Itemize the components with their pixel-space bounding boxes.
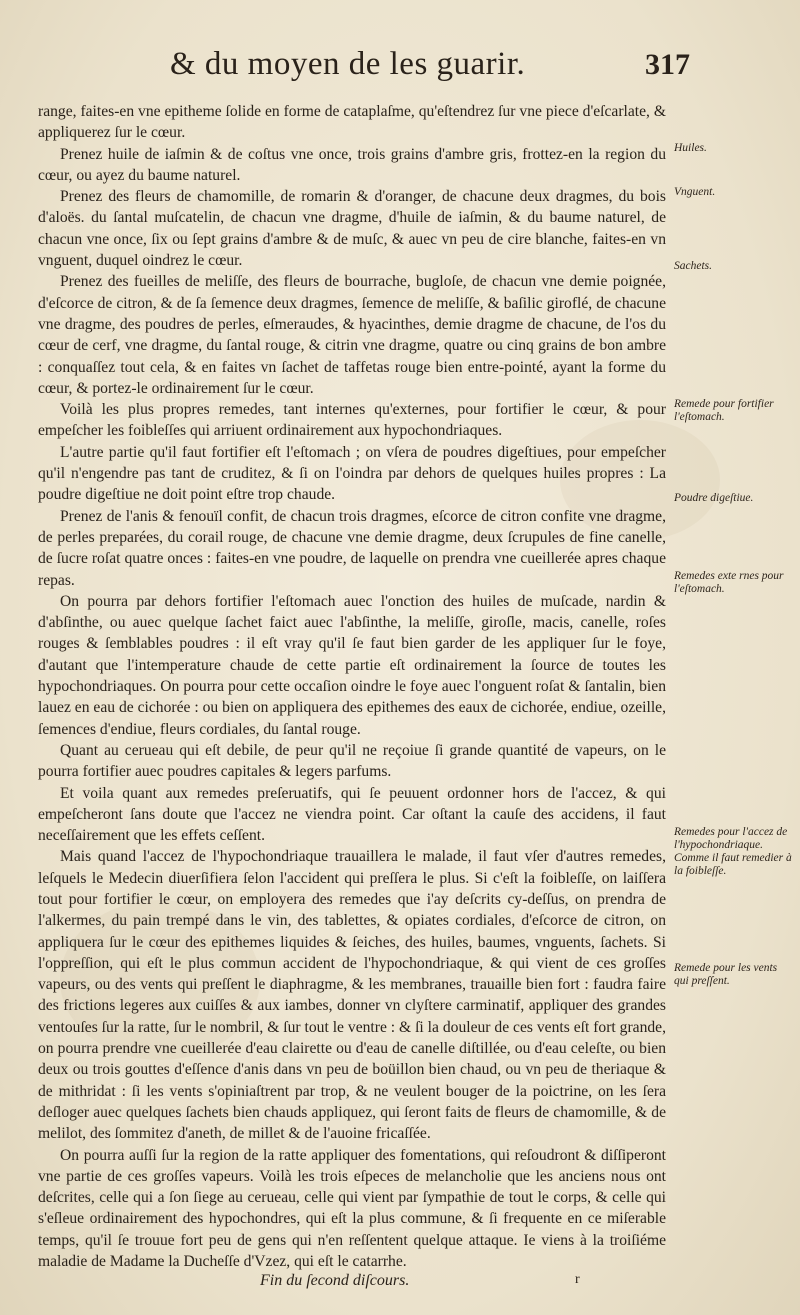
end-of-discourse: Fin du ſecond diſcours. — [260, 1272, 410, 1289]
margin-note-poudre — [674, 492, 792, 505]
paragraph: range, faites-en vne epitheme ſolide en forme de cataplaſme, qu'eſtendrez ſur vne piece d'eſcarlate, & appliquerez ſur le cœur. — [38, 103, 666, 142]
paragraph: Quant au cerueau qui eſt debile, de peur qu'il ne reçoiue ſi grande quantité de vapeurs, on le pourra fortifier auec poudres capitales & legers parfums. — [38, 741, 666, 781]
margin-note-huiles — [674, 142, 792, 155]
paragraph: Mais quand l'accez de l'hypochondriaque trauaillera le malade, il faut vſer d'autres remedes, leſquels le Medecin diuerſifiera ſelon l'accident qui preſſera le plus. Si c'eſt la foibleſſe, on laiſſera tout pour fortifier le cœur, on employera des remedes que i'ay deſcrits cy-deſſus, on prendra de l'alkermes, du pain trempé dans le vin, des tablettes, & opiates cordiales, d'eſcorce de citron, on appliquera ſur le cœur des epithemes liquides & ſeiches, des huiles, baumes, vnguents, ſachets. Si l'oppreſſion, qui eſt le plus commun accident de l'hypochondriaque, & qui vient de ces groſſes vapeurs, ou des vents qui preſſent le diaphragme, & les membranes, trauaille bien fort : faudra faire des frictions legeres aux cuiſſes & aux iambes, donner vn clyſtere carminatif, appliquer des grandes ventouſes ſur la ratte, ſur le nombril, & ſur tout le ventre : & ſi la douleur de ces vents eſt fort grande, on pourra prendre vne cueillerée d'eau clairette ou d'eau de canelle diſtillée, ou d'eau celeſte, ou bien deux ou trois gouttes d'eſſence d'anis dans vn peu de boüillon bien chaud, ou vn peu de theriaque & de mithridat : ſi les vents s'opiniaſtrent par trop, & ne veulent bouger de la poictrine, on les ſera deſloger auec quelques ſachets bien chauds appliquez, qui ſeront faits de fleurs de chamomille, & de melilot, des ſommitez d'aneth, de millet & de l'auoine fricaſſée. — [38, 848, 666, 1143]
paragraph: On pourra par dehors fortifier l'eſtomach auec l'onction des huiles de muſcade, nardin & d'abſinthe, ou auec quelque ſachet faict auec l'abſinthe, la meliſſe, giroſle, macis, canelle, roſes rouges & ſemblables poudres : il eſt vray qu'il ſe faut bien garder de les appliquer ſur le foye, d'autant que l'intemperature chaude de cette partie eſt ordinairement la ſource de toutes les hypochondriaques. On pourra pour cette occaſion oindre le foye auec l'onguent roſat & ſantalin, bien lauez en eau de cichorée : ou bien on appliquera des epithemes des eaux de cichorée, endiue, ozeille, ſemences d'endiue, fleurs cordiales, du ſantal rouge. — [38, 592, 666, 738]
page-header — [170, 46, 690, 90]
paragraph: Prenez des fleurs de chamomille, de romarin & d'oranger, de chacune deux dragmes, du bois d'aloës. du ſantal muſcatelin, de chacun vne dragme, d'huile de iaſmin, & du baume naturel, de chacun vne once, ſix ou ſept grains d'ambre & de muſc, & auec vn peu de cire blanche, faites-en vn vnguent, duquel oindrez le cœur. — [38, 188, 666, 270]
margin-note-remede-vents — [674, 962, 792, 988]
margin-note-text: Sachets. — [674, 260, 713, 272]
page-number: 317 — [645, 48, 690, 81]
margin-note-text: Remedes pour l'accez de l'hypochondriaque. Comme il faut remedier à la foibleſſe. — [674, 826, 792, 877]
running-head: & du moyen de les guarir. — [170, 46, 526, 82]
paragraph: Et voila quant aux remedes preſeruatifs, qui ſe peuuent ordonner hors de l'accez, & qui empeſcheront ſans doute que l'accez ne viendra point. Car oſtant la cauſe des accidens, il faut neceſſairement que les effets ceſſent. — [38, 784, 666, 845]
margin-note-remedes-ext — [674, 570, 792, 596]
body-text — [38, 101, 666, 1272]
margin-note-text: Poudre digeſtiue. — [674, 492, 754, 504]
margin-note-remede-forti — [674, 398, 792, 424]
margin-note-text: Remede pour fortifier l'eſtomach. — [674, 398, 774, 423]
paragraph: On pourra auſſi ſur la region de la ratte appliquer des fomentations, qui reſoudront & diſſiperont vne partie de ces groſſes vapeurs. Voilà les trois eſpeces de melancholie que les anciens nous ont deſcrites, celle qui a ſon ſiege au cerueau, celle qui vient par ſympathie de tout le corps, & celle qui s'eſleue ordinairement des hypochondres, qui eſt la plus commune, & ſi frequente en ce miſerable temps, qu'il ſe trouue fort peu de gens qui n'en reſſentent quelque attaque. Ie viens à la troiſiéme maladie de Madame la Ducheſſe d'Vzez, qui eſt le catarrhe. — [38, 1146, 666, 1271]
margin-note-text: Remede pour les vents qui preſſent. — [674, 962, 778, 987]
paragraph: Prenez de l'anis & fenouïl confit, de chacun trois dragmes, eſcorce de citron confite vne dragme, de perles preparées, du corail rouge, de chacune vne demie dragme, deux ſcrupules de fine canelle, de ſucre roſat quatre onces : faites-en vne poudre, de laquelle on prendra vne cueillerée apres chaque repas. — [38, 507, 666, 589]
paragraph: L'autre partie qu'il faut fortifier eſt l'eſtomach ; on vſera de poudres digeſtiues, pour empeſcher qu'il n'engendre pas tant de cruditez, & ſi on l'oindra par dehors de quelques huiles propres : La poudre digeſtiue ne doit point eſtre trop chaude. — [38, 443, 666, 504]
margin-note-vnguent — [674, 186, 792, 199]
margin-note-remedes-accez — [674, 826, 792, 878]
paragraph: Prenez huile de iaſmin & de coſtus vne once, trois grains d'ambre gris, frottez-en la region du cœur, ou ayez du baume naturel. — [38, 145, 666, 184]
signature-mark: r — [575, 1272, 580, 1287]
paragraph: Prenez des fueilles de meliſſe, des fleurs de bourrache, bugloſe, de chacun vne demie poignée, d'eſcorce de citron, & de ſa ſemence deux dragmes, ſemence de meliſſe, & baſilic giroflé, de chacune vne dragme, des poudres de perles, eſmeraudes, & hyacinthes, demie dragme de chacune, de l'os du cœur de cerf, vne dragme, du ſantal rouge, & citrin vne dragme, quatre ou cinq grains de bon ambre : conquaſſez tout cela, & en faites vn ſachet de taffetas rouge bien entre-pointé, ayant la forme du cœur, & portez-le ordinairement ſur le cœur. — [38, 273, 666, 397]
margin-note-text: Vnguent. — [674, 186, 716, 198]
margin-note-text: Huiles. — [674, 142, 707, 154]
paragraph: Voilà les plus propres remedes, tant internes qu'externes, pour fortifier le cœur, & pour empeſcher les foibleſſes qui arriuent ordinairement aux hypochondriaques. — [38, 401, 666, 440]
margin-note-sachets — [674, 260, 792, 273]
margin-note-text: Remedes exte rnes pour l'eſtomach. — [674, 570, 784, 595]
